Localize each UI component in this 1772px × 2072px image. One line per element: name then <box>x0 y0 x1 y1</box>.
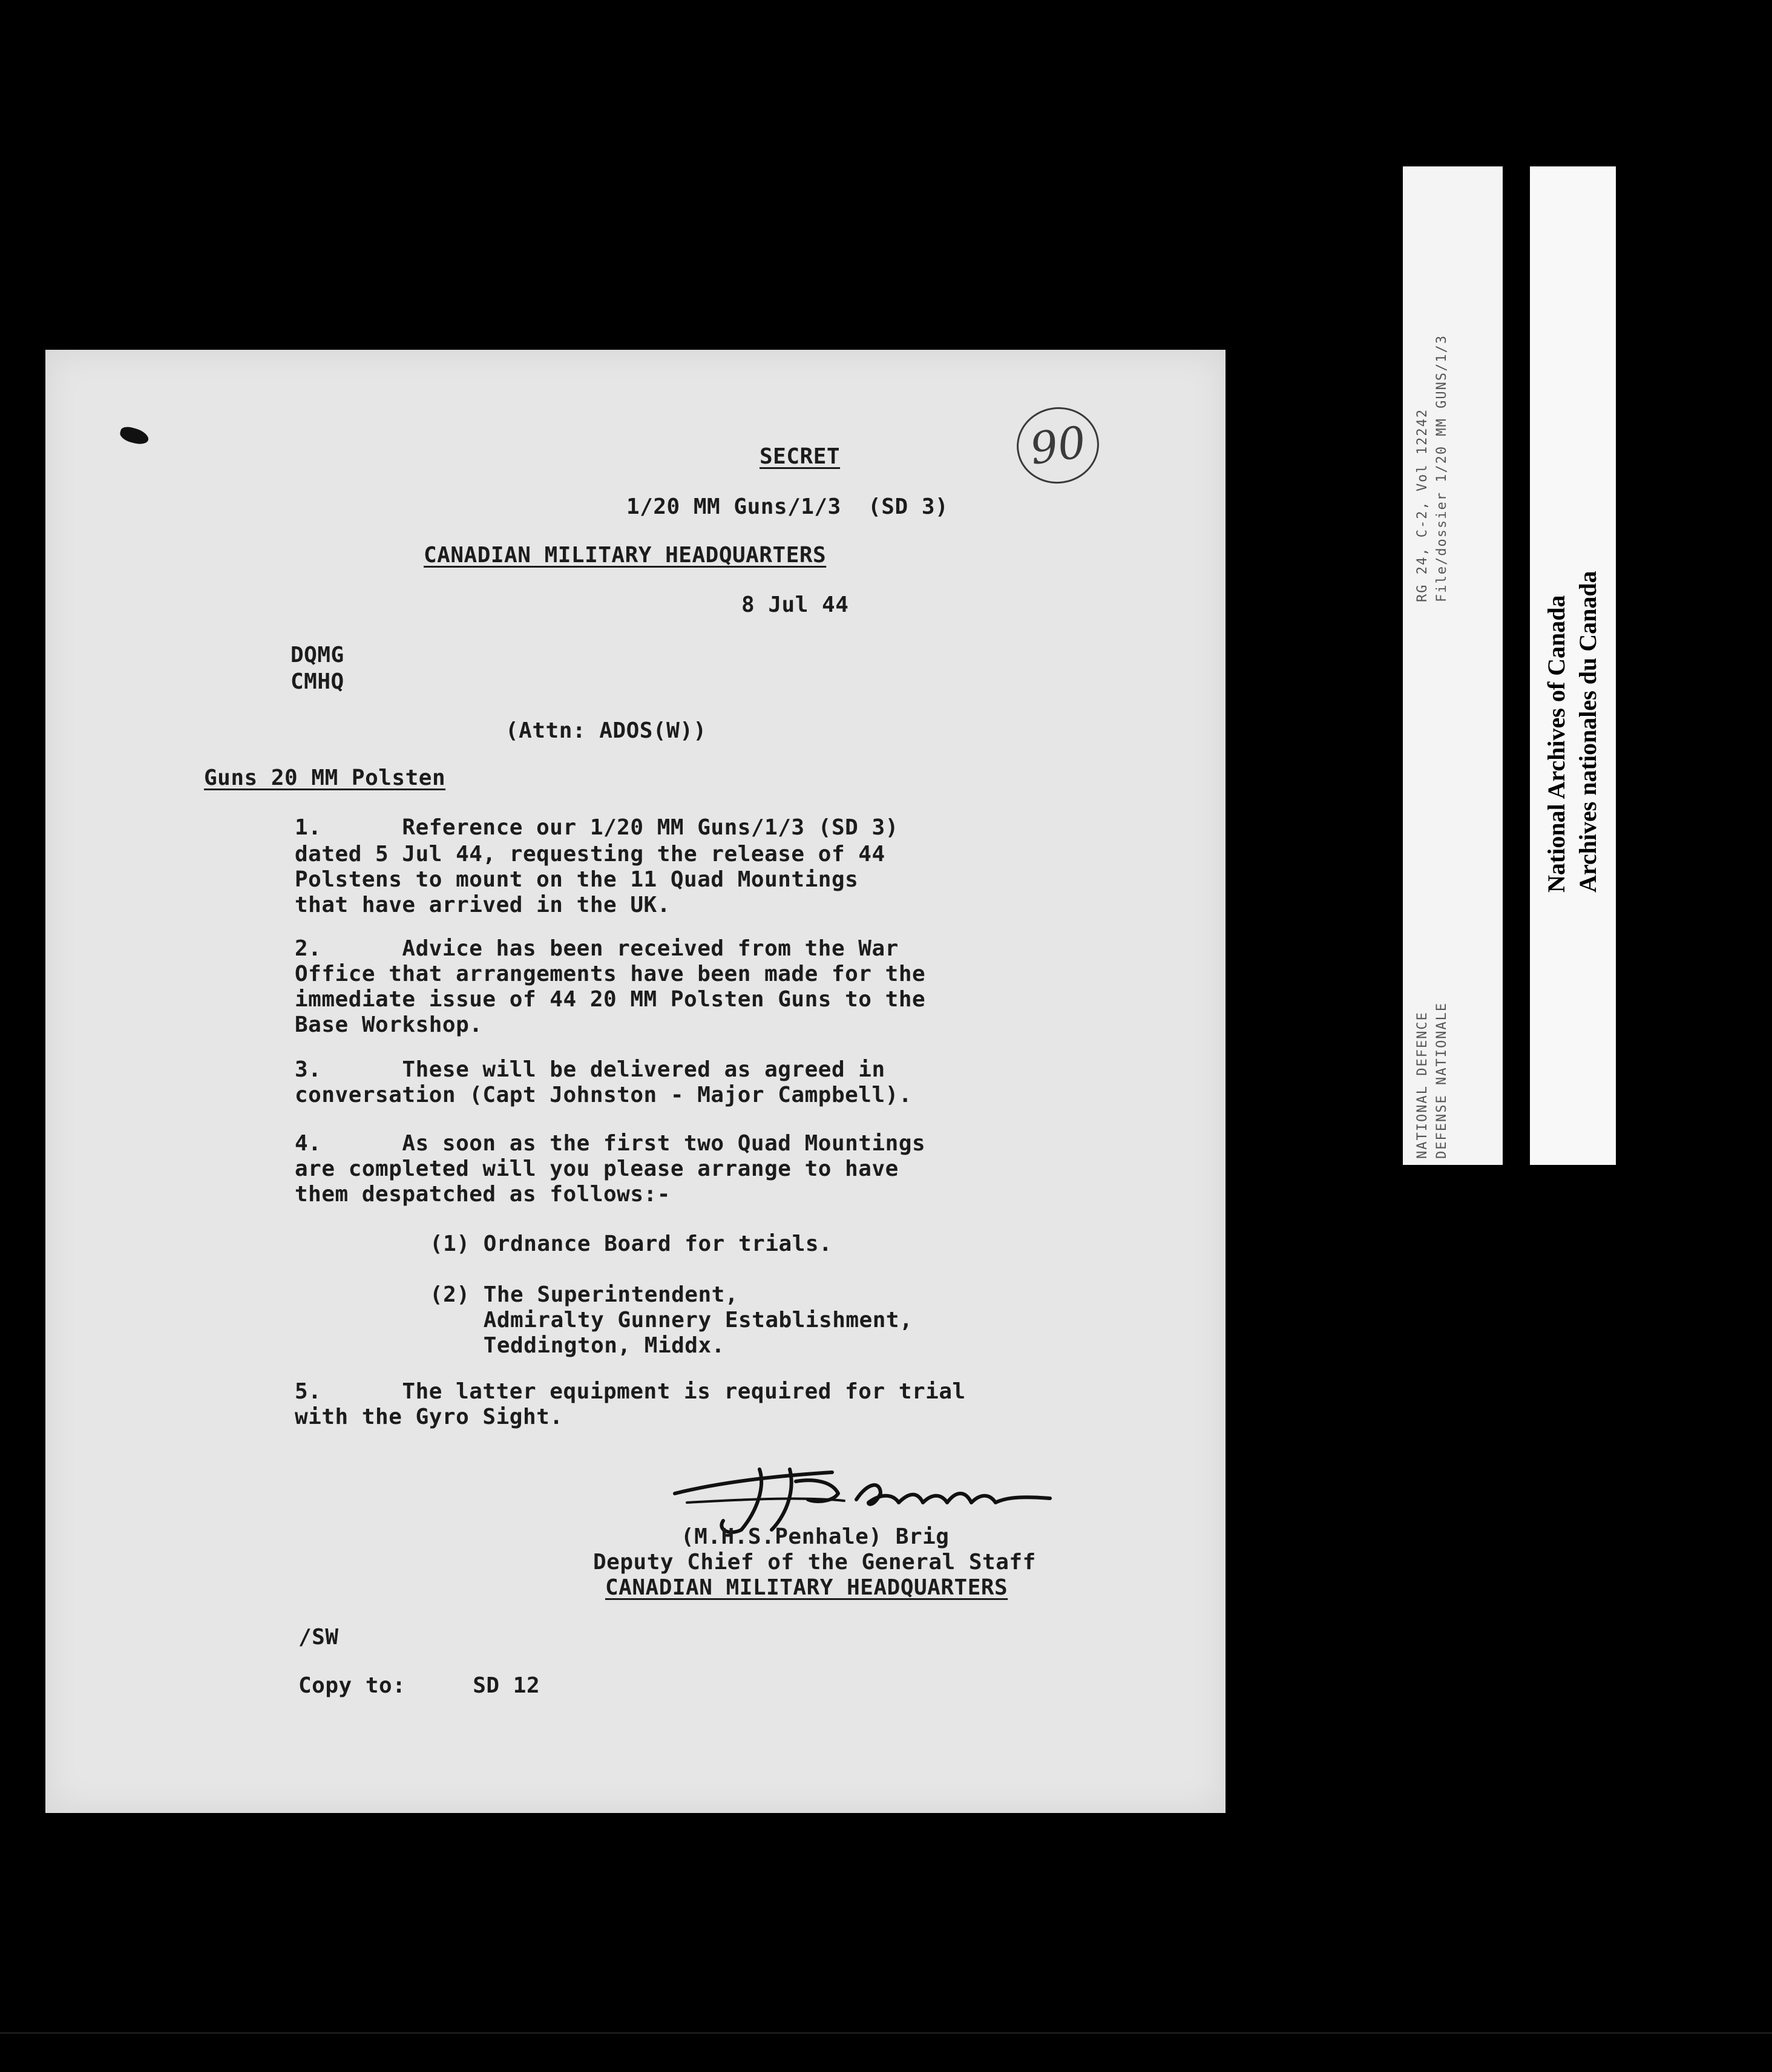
copy-to-line: Copy to: SD 12 <box>298 1673 540 1698</box>
signatory-organization: CANADIAN MILITARY HEADQUARTERS <box>605 1575 1008 1600</box>
classification-heading: SECRET <box>760 444 841 469</box>
signatory-name: (M.H.S.Penhale) Brig <box>681 1524 950 1549</box>
paragraph-2-line-4: Base Workshop. <box>295 1012 483 1037</box>
archive-name-en: National Archives of Canada <box>1543 595 1570 893</box>
paragraph-3-line-1: 3. These will be delivered as agreed in <box>295 1057 885 1082</box>
list-item-1: (1) Ordnance Board for trials. <box>430 1231 833 1256</box>
list-item-2-line-3: Teddington, Middx. <box>430 1333 725 1358</box>
document-page <box>45 350 1226 1813</box>
addressee-line-2: CMHQ <box>290 669 344 694</box>
paragraph-1-line-2: dated 5 Jul 44, requesting the release of 44 <box>295 842 885 867</box>
typist-reference: /SW <box>298 1625 339 1650</box>
paragraph-1-line-3: Polstens to mount on the 11 Quad Mountings <box>295 867 859 892</box>
paragraph-4-line-3: them despatched as follows:- <box>295 1182 671 1207</box>
organization-heading: CANADIAN MILITARY HEADQUARTERS <box>424 543 827 568</box>
archive-name-strip <box>1530 166 1616 1165</box>
list-item-2-line-1: (2) The Superintendent, <box>430 1282 738 1307</box>
archive-ref-line-2: File/dossier 1/20 MM GUNS/1/3 <box>1434 334 1449 602</box>
archive-ref-line-1: RG 24, C-2, Vol 12242 <box>1415 408 1430 602</box>
scan-border-line <box>0 2032 1772 2034</box>
subject-line: Guns 20 MM Polsten <box>204 766 446 790</box>
paragraph-2-line-3: immediate issue of 44 20 MM Polsten Guns to the <box>295 987 926 1012</box>
paragraph-2-line-1: 2. Advice has been received from the War <box>295 936 899 961</box>
folio-number: 90 <box>1026 416 1089 474</box>
archive-name-fr: Archives nationales du Canada <box>1574 571 1601 893</box>
department-line-1: NATIONAL DEFENCE <box>1415 1011 1430 1159</box>
document-date: 8 Jul 44 <box>741 592 849 617</box>
attention-line: (Attn: ADOS(W)) <box>505 718 707 743</box>
file-reference: 1/20 MM Guns/1/3 (SD 3) <box>626 494 949 519</box>
signatory-title: Deputy Chief of the General Staff <box>593 1550 1036 1575</box>
paragraph-5-line-1: 5. The latter equipment is required for trial <box>295 1379 966 1404</box>
paragraph-1-line-4: that have arrived in the UK. <box>295 893 671 917</box>
label-divider <box>1505 166 1529 1165</box>
paragraph-2-line-2: Office that arrangements have been made for the <box>295 962 926 986</box>
paragraph-4-line-2: are completed will you please arrange to have <box>295 1156 899 1181</box>
list-item-2-line-2: Admiralty Gunnery Establishment, <box>430 1308 913 1333</box>
addressee-line-1: DQMG <box>290 643 344 667</box>
ink-blot <box>119 425 151 447</box>
department-line-2: DEFENSE NATIONALE <box>1434 1002 1449 1159</box>
paragraph-3-line-2: conversation (Capt Johnston - Major Campbell). <box>295 1083 912 1107</box>
paragraph-1-line-1: 1. Reference our 1/20 MM Guns/1/3 (SD 3) <box>295 815 899 840</box>
folio-stamp <box>1012 402 1104 489</box>
paragraph-4-line-1: 4. As soon as the first two Quad Mountings <box>295 1131 926 1156</box>
paragraph-5-line-2: with the Gyro Sight. <box>295 1405 563 1429</box>
archive-reference-strip <box>1403 166 1503 1165</box>
